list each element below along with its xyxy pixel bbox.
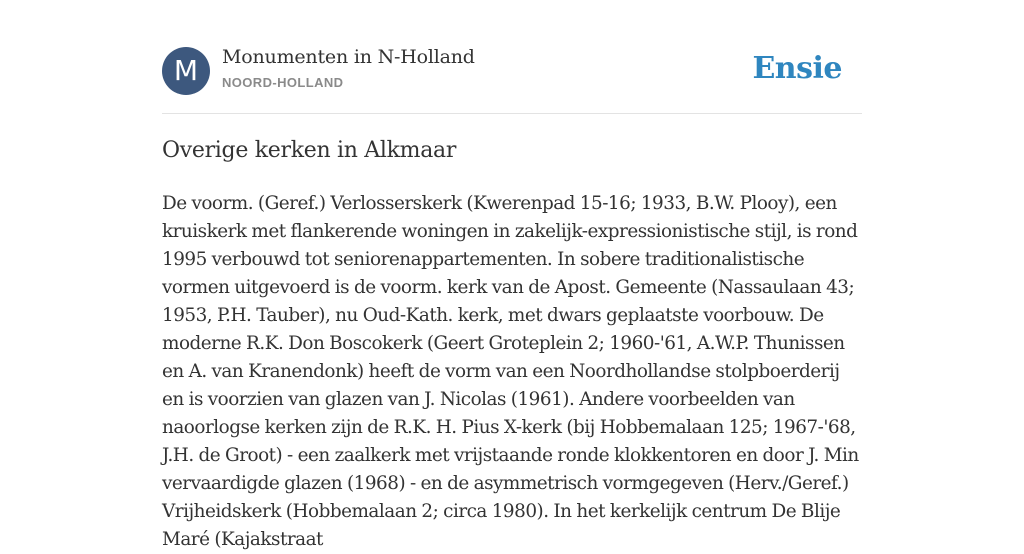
brand-logo-link[interactable]: Ensie: [752, 51, 842, 86]
source-title-link[interactable]: Monumenten in N-Holland: [222, 46, 475, 68]
article-body: De voorm. (Geref.) Verlosserskerk (Kwerenpad 15-16; 1933, B.W. Plooy), een kruiskerk met flankerende woningen in zakelijk-expressionistische stijl, is rond 1995 verbouwd tot seniorenappartementen. In sobere traditionalistische vormen uitgevoerd is de voorm. kerk van de Apost. Gemeente (Nassaulaan 43; 1953, P.H. Tauber), nu Oud-Kath. kerk, met dwars geplaatste voorbouw. De moderne R.K. Don Boscokerk (Geert Groteplein 2; 1960-'61, A.W.P. Thunissen en A. van Kranendonk) heeft de vorm van een Noordhollandse stolpboerderij en is voorzien van glazen van J. Nicolas (1961). Andere voorbeelden van naoorlogse kerken zijn de R.K. H. Pius X-kerk (bij Hobbemalaan 125; 1967-'68, J.H. de Groot) - een zaalkerk met vrijstaande ronde klokkentoren en door J. Min vervaardigde glazen (1968) - en de asymmetrisch vormgegeven (Herv./Geref.) Vrijheidskerk (Hobbemalaan 2; circa 1980). In het kerkelijk centrum De Blije Maré (Kajakstraat: [162, 193, 859, 550]
avatar[interactable]: M: [162, 47, 210, 95]
header: [162, 46, 862, 96]
source-subtitle: NOORD-HOLLAND: [222, 75, 344, 90]
header-divider: [162, 113, 862, 114]
article-title: Overige kerken in Alkmaar: [162, 138, 457, 163]
